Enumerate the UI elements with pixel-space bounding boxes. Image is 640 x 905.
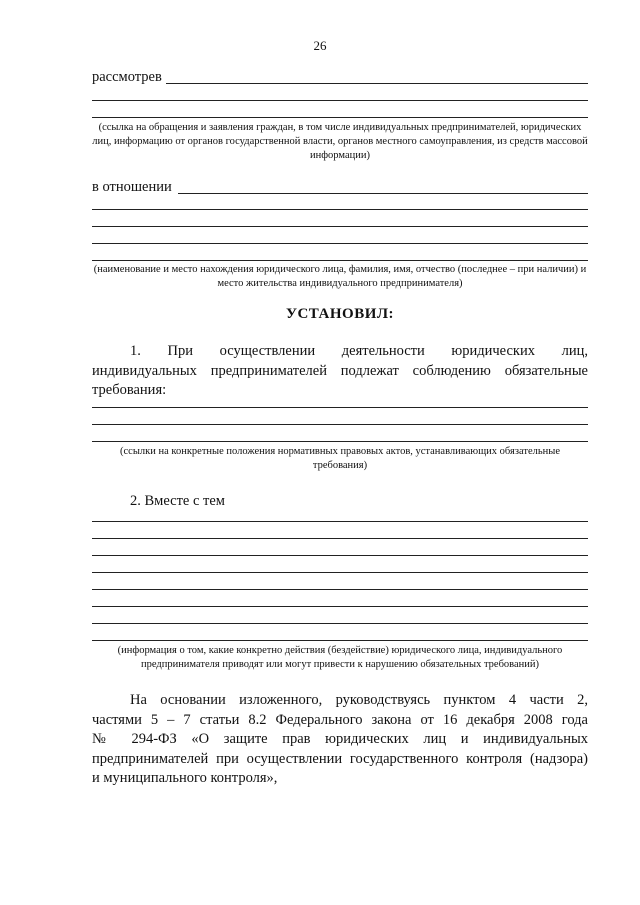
item2-fill-line[interactable] <box>92 589 588 590</box>
regarding-label: в отношении <box>92 179 172 195</box>
item1-caption: (ссылки на конкретные положения нормативных правовых актов, устанавливающих обязательные требования) <box>120 446 560 471</box>
item2-fill-line[interactable] <box>92 572 588 573</box>
regarding-fill-line[interactable] <box>92 243 588 244</box>
reviewed-fill-line[interactable] <box>166 83 588 84</box>
item1-fill-line[interactable] <box>92 441 588 442</box>
regarding-fill-line[interactable] <box>92 260 588 261</box>
item2-fill-line[interactable] <box>92 623 588 624</box>
closing-line: и муниципального контроля», <box>92 770 278 786</box>
page-number: 26 <box>313 38 327 53</box>
item2-fill-line[interactable] <box>92 538 588 539</box>
item1-line: 1. При осуществлении деятельности юридических лиц, <box>130 343 588 359</box>
regarding-fill-line[interactable] <box>92 226 588 227</box>
item1-fill-line[interactable] <box>92 424 588 425</box>
item2-fill-line[interactable] <box>92 640 588 641</box>
item1-paragraph <box>92 342 588 401</box>
item1-fill-line[interactable] <box>92 407 588 408</box>
closing-line: На основании изложенного, руководствуясь пунктом 4 части 2, <box>130 692 588 708</box>
closing-paragraph <box>92 691 588 789</box>
closing-line: № 294-ФЗ «О защите прав юридических лиц и индивидуальных <box>92 731 588 747</box>
closing-line: частями 5 – 7 статьи 8.2 Федерального закона от 16 декабря 2008 года <box>92 711 588 728</box>
item2-fill-line[interactable] <box>92 555 588 556</box>
item2-fill-line[interactable] <box>92 606 588 607</box>
regarding-fill-line[interactable] <box>92 209 588 210</box>
regarding-fill-line[interactable] <box>178 193 588 194</box>
regarding-caption: (наименование и место нахождения юридического лица, фамилия, имя, отчество (последнее – при наличии) и место жительства индивидуального предпринимателя) <box>93 264 587 289</box>
reviewed-label: рассмотрев <box>92 69 162 85</box>
item1-line: индивидуальных предпринимателей подлежат соблюдению обязательные <box>92 362 588 379</box>
closing-line: предпринимателей при осуществлении государственного контроля (надзора) <box>92 750 588 767</box>
reviewed-fill-line[interactable] <box>92 100 588 101</box>
item1-line: требования: <box>92 382 167 398</box>
established-heading: УСТАНОВИЛ: <box>285 306 395 322</box>
item2-label: 2. Вместе с тем <box>130 493 225 509</box>
reviewed-fill-line[interactable] <box>92 117 588 118</box>
item2-fill-line[interactable] <box>92 521 588 522</box>
reviewed-caption: (ссылка на обращения и заявления граждан, в том числе индивидуальных предпринимателей, юридических лиц, информацию от органов государственной власти, органов местного самоуправления, из средств массовой информации) <box>92 122 588 161</box>
item2-caption: (информация о том, какие конкретно действия (бездействие) юридического лица, индивидуального предпринимателя приводят или могут привести к нарушению обязательных требований) <box>117 645 563 670</box>
